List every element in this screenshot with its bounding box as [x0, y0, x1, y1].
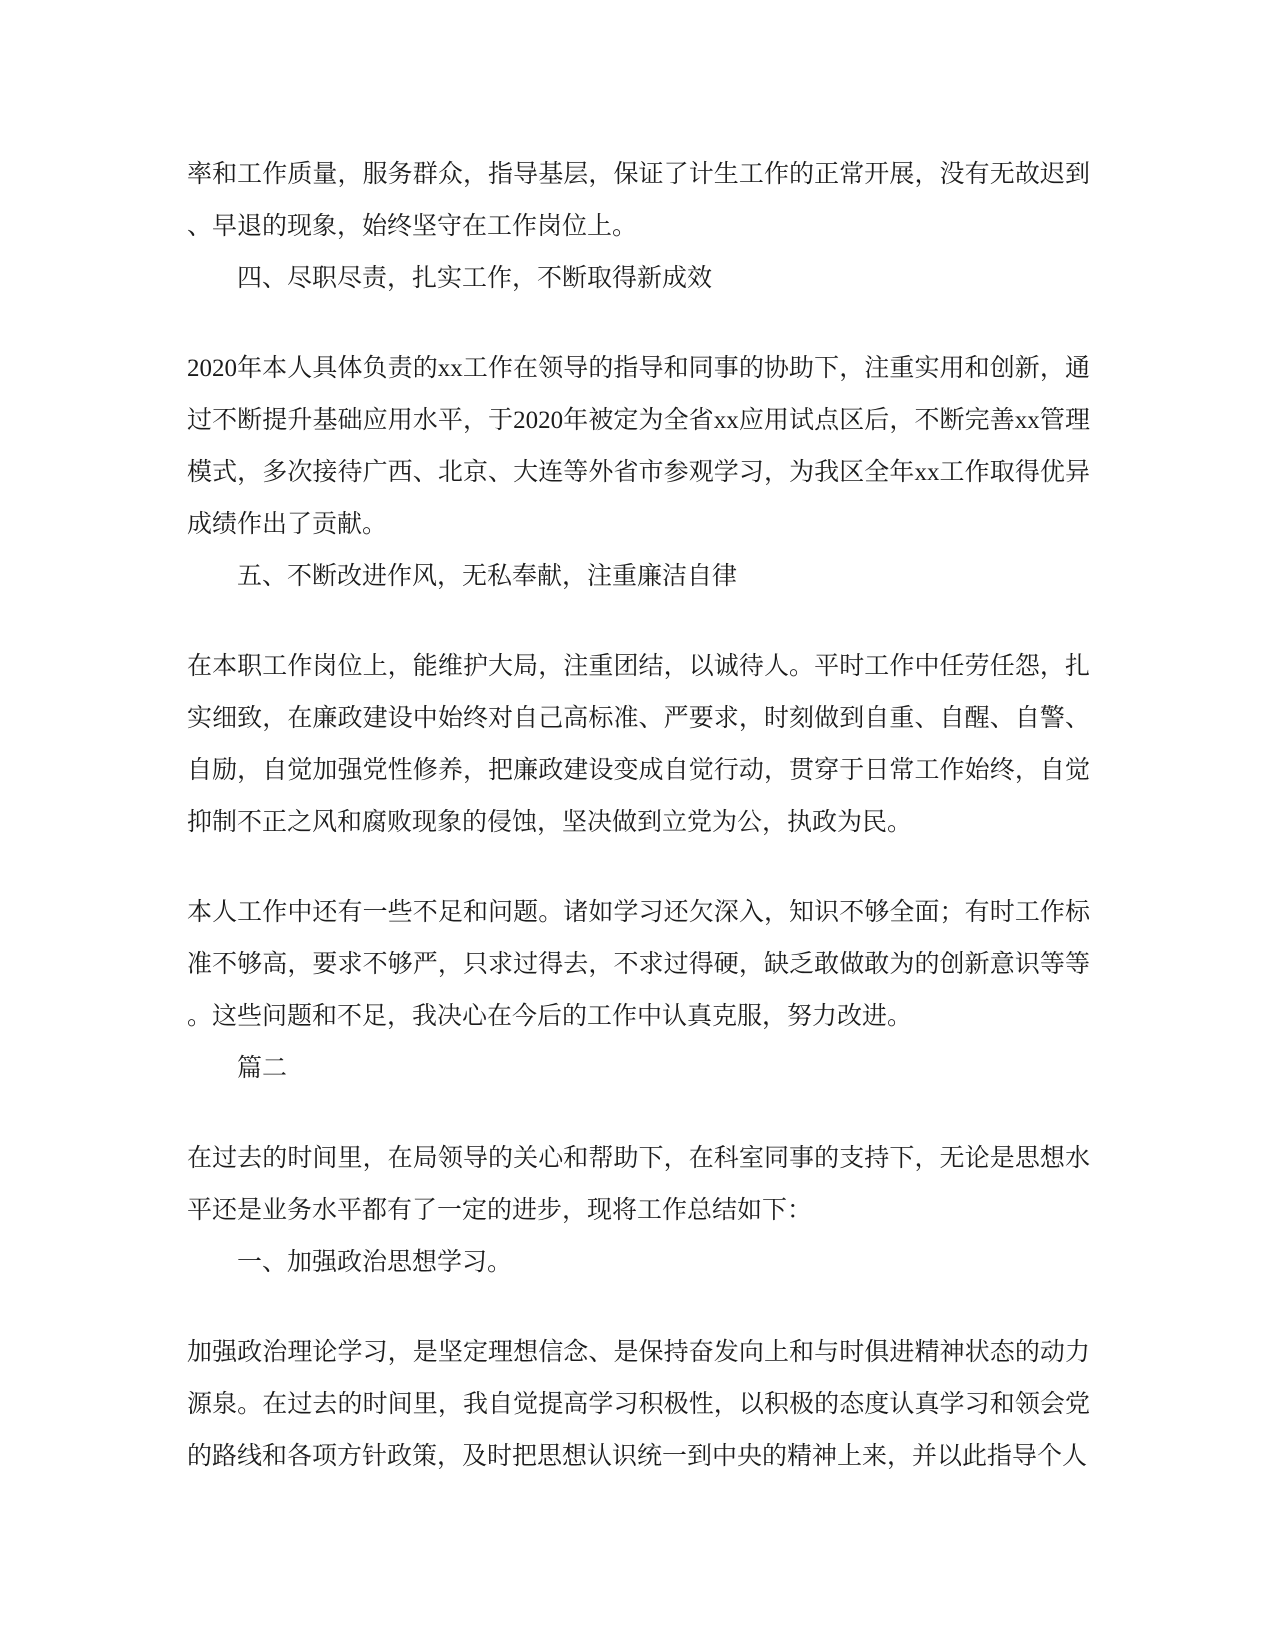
paragraph-shortcomings: 本人工作中还有一些不足和问题。诸如学习还欠深入，知识不够全面；有时工作标准不够高，要求不够严，只求过得去，不求过得硬，缺乏敢做敢为的创新意识等等。这些问题和不足，我决心在今后的工作中认真克服，努力改进。 — [187, 899, 1090, 1030]
heading-part2-section-1: 一、加强政治思想学习。 — [237, 1249, 513, 1276]
paragraph-section-4-body: 2020年本人具体负责的xx工作在领导的指导和同事的协助下，注重实用和创新，通过不断提升基础应用水平，于2020年被定为全省xx应用试点区后，不断完善xx管理模式，多次接待广西、北京、大连等外省市参观学习，为我区全年xx工作取得优异成绩作出了贡献。 — [187, 355, 1090, 538]
heading-section-4: 四、尽职尽责，扎实工作，不断取得新成效 — [237, 265, 713, 292]
paragraph-duty-attendance: 率和工作质量，服务群众，指导基层，保证了计生工作的正常开展，没有无故迟到、早退的现象，始终坚守在工作岗位上。 — [187, 161, 1090, 240]
heading-part-2: 篇二 — [237, 1055, 288, 1082]
paragraph-part-2-intro: 在过去的时间里，在局领导的关心和帮助下，在科室同事的支持下，无论是思想水平还是业务水平都有了一定的进步，现将工作总结如下： — [187, 1145, 1090, 1224]
paragraph-political-study: 加强政治理论学习，是坚定理想信念、是保持奋发向上和与时俱进精神状态的动力源泉。在过去的时间里，我自觉提高学习积极性，以积极的态度认真学习和领会党的路线和各项方针政策，及时把思想认识统一到中央的精神上来，并以此指导个人 — [187, 1339, 1090, 1470]
heading-section-5: 五、不断改进作风，无私奉献，注重廉洁自律 — [237, 563, 738, 590]
paragraph-section-5-body: 在本职工作岗位上，能维护大局，注重团结，以诚待人。平时工作中任劳任怨，扎实细致，在廉政建设中始终对自己高标准、严要求，时刻做到自重、自醒、自警、自励，自觉加强党性修养，把廉政建设变成自觉行动，贯穿于日常工作始终，自觉抑制不正之风和腐败现象的侵蚀，坚决做到立党为公，执政为民。 — [187, 653, 1090, 836]
document-content — [187, 149, 1090, 1483]
